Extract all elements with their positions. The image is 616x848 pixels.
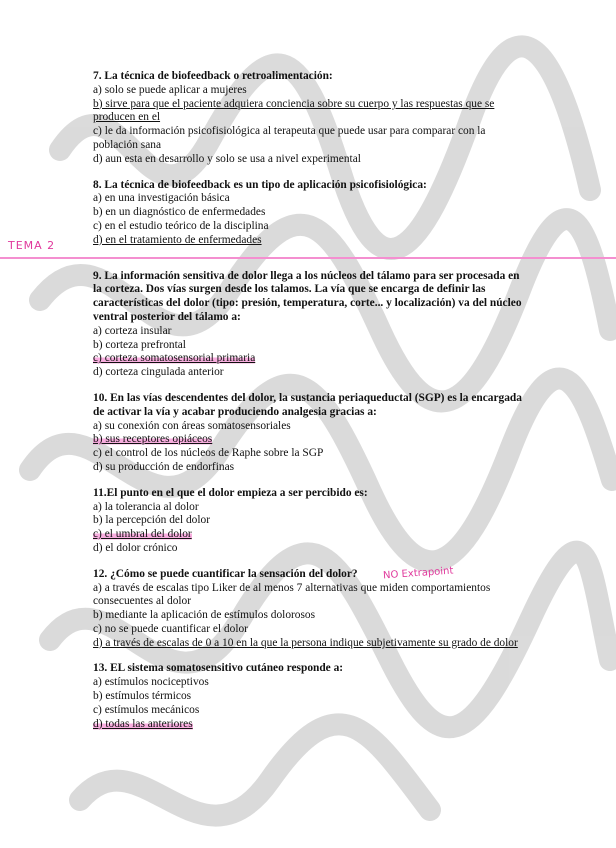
option-b: b) la percepción del dolor [93, 514, 211, 527]
question-title: 11.El punto en el que el dolor empieza a ser percibido es: [93, 486, 368, 499]
option-a: a) corteza insular [93, 324, 172, 337]
question-9 [93, 270, 523, 380]
option-b: b) en un diagnóstico de enfermedades [93, 206, 266, 219]
question-title: 12. ¿Cómo se puede cuantificar la sensación del dolor? [93, 567, 358, 580]
option-a: a) a través de escalas tipo Liker de al menos 7 alternativas que miden comportamientos consecuentes al dolor [93, 581, 491, 608]
option-d-underlined: d) en el tratamiento de enfermedades [93, 233, 262, 246]
option-a: a) la tolerancia al dolor [93, 500, 199, 513]
option-b-underlined: b) sirve para que el paciente adquiera conciencia sobre su cuerpo y las respuestas que se producen en el [93, 97, 495, 124]
option-b: b) mediante la aplicación de estímulos dolorosos [93, 609, 316, 622]
option-c: c) en el estudio teórico de la disciplina [93, 219, 269, 232]
option-c: c) el control de los núcleos de Raphe sobre la SGP [93, 447, 324, 460]
question-title: 13. EL sistema somatosensitivo cutáneo responde a: [93, 662, 344, 675]
question-10 [93, 392, 523, 475]
option-a: a) estímulos nociceptivos [93, 676, 209, 689]
option-a: a) su conexión con áreas somatosensoriales [93, 419, 291, 432]
option-d: d) corteza cingulada anterior [93, 366, 224, 379]
option-b-highlighted: b) sus receptores opiáceos [93, 433, 213, 446]
question-title: 8. La técnica de biofeedback es un tipo de aplicación psicofisiológica: [93, 178, 427, 191]
question-11 [93, 487, 523, 556]
option-b: b) corteza prefrontal [93, 338, 186, 351]
question-title: 9. La información sensitiva de dolor llega a los núcleos del tálamo para ser procesada en la corteza. Dos vías surgen desde los talamos. La vía que se encarga de definir las características del dolor (tipo: presión, temperatura, corte... y localización) va del núcleo ventral posterior del tálamo a: [93, 269, 522, 323]
question-title: 7. La técnica de biofeedback o retroalimentación: [93, 70, 333, 82]
option-a: a) solo se puede aplicar a mujeres [93, 83, 247, 96]
tema-annotation: TEMA 2 [8, 239, 56, 252]
option-a: a) en una investigación básica [93, 192, 230, 205]
question-12 [93, 565, 523, 651]
option-b: b) estímulos térmicos [93, 690, 192, 703]
question-7 [93, 70, 523, 167]
option-d: d) aun esta en desarrollo y solo se usa a nivel experimental [93, 152, 361, 165]
question-13 [93, 662, 523, 731]
question-8 [93, 179, 523, 248]
option-c: c) no se puede cuantificar el dolor [93, 622, 248, 635]
exam-content [93, 70, 523, 743]
option-c-highlighted: c) corteza somatosensorial primaria [93, 352, 256, 365]
extrapoint-annotation: NO Extrapoint [382, 565, 454, 582]
option-d-underlined: d) a través de escalas de 0 a 10 en la que la persona indique subjetivamente su grado de dolor [93, 636, 518, 649]
option-d-highlighted: d) todas las anteriores [93, 717, 193, 730]
option-d: d) el dolor crónico [93, 541, 178, 554]
question-title: 10. En las vías descendentes del dolor, la sustancia periaqueductal (SGP) es la encargada de activar la vía y acabar produciendo analgesia gracias a: [93, 391, 522, 418]
option-c: c) estímulos mecánicos [93, 703, 200, 716]
option-c: c) le da información psicofisiológica al terapeuta que puede usar para comparar con la población sana [93, 125, 486, 151]
option-d: d) su producción de endorfinas [93, 460, 235, 473]
option-c-highlighted: c) el umbral del dolor [93, 528, 192, 541]
